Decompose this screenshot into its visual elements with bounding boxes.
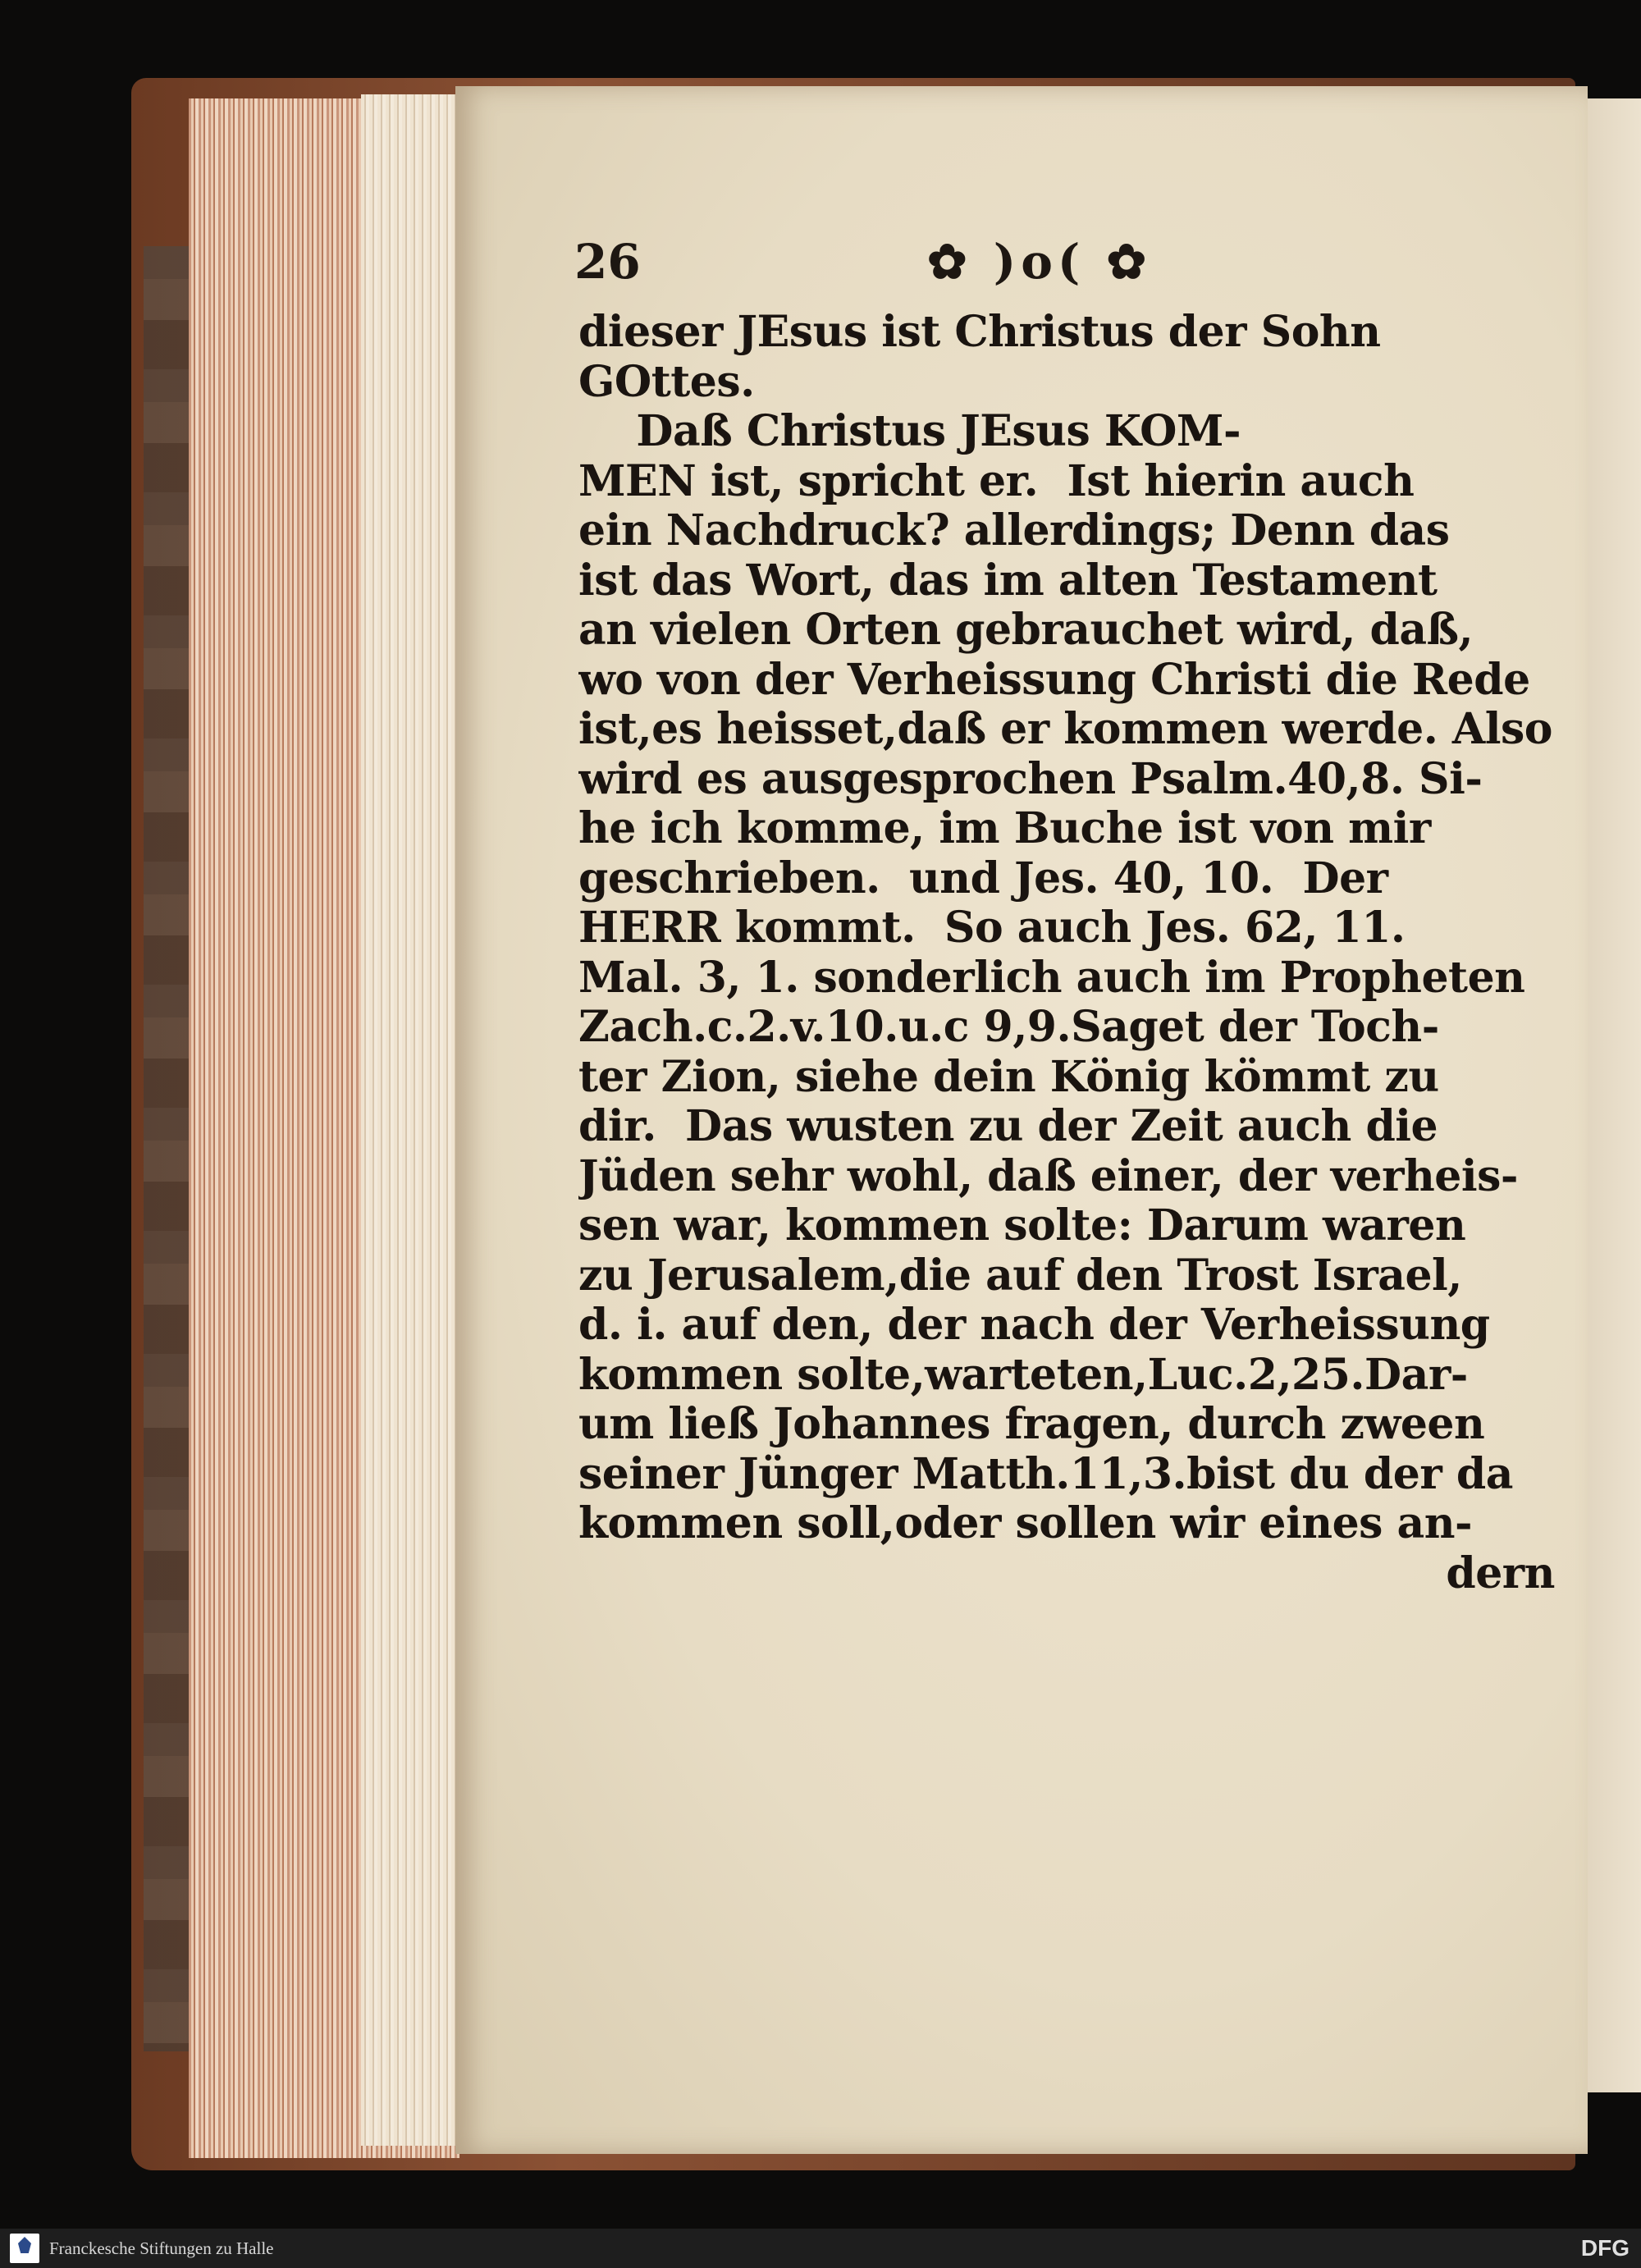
footer-institution[interactable]: Franckesche Stiftungen zu Halle [49, 2238, 274, 2258]
text-line: kommen soll,oder sollen wir eines an- [578, 1499, 1473, 1548]
text-line: geschrieben. und Jes. 40, 10. Der [578, 853, 1388, 903]
footer-bar [0, 2229, 1641, 2268]
text-line: wird es ausgesprochen Psalm.40,8. Si- [578, 754, 1483, 804]
institution-logo-icon [10, 2234, 39, 2263]
page-edges-inner [361, 94, 459, 2146]
page-number: 26 [574, 234, 641, 290]
text-line: dir. Das wusten zu der Zeit auch die [578, 1102, 1438, 1151]
text-line: Jüden sehr wohl, daß einer, der verheis- [578, 1151, 1518, 1201]
funder-logo: DFG [1580, 2235, 1630, 2261]
text-line: ist,es heisset,daß er kommen werde. Also [578, 705, 1552, 754]
text-line: an vielen Orten gebrauchet wird, daß, [578, 606, 1474, 655]
text-line: d. i. auf den, der nach der Verheissung [578, 1301, 1490, 1350]
text-line: um ließ Johannes fragen, durch zween [578, 1400, 1485, 1449]
text-line: wo von der Verheissung Christi die Rede [578, 655, 1530, 705]
text-line: GOttes. [578, 357, 755, 407]
text-line: he ich komme, im Buche ist von mir [578, 804, 1431, 853]
text-line: MEN ist, spricht er. Ist hierin auch [578, 456, 1415, 506]
catchword: dern [1446, 1548, 1555, 1598]
text-line: Daß Christus JEsus KOM- [578, 407, 1241, 456]
text-line: ein Nachdruck? allerdings; Denn das [578, 506, 1450, 556]
header-ornament: ✿ )o( ✿ [927, 234, 1152, 290]
text-line: zu Jerusalem,die auf den Trost Israel, [578, 1251, 1462, 1301]
text-line: sen war, kommen solte: Darum waren [578, 1201, 1466, 1251]
text-line: ter Zion, siehe dein König kömmt zu [578, 1052, 1439, 1102]
page-header [574, 234, 1231, 300]
body-text [578, 308, 1555, 1598]
text-line: dieser JEsus ist Christus der Sohn [578, 308, 1381, 357]
text-line: seiner Jünger Matth.11,3.bist du der da [578, 1449, 1513, 1499]
text-line: kommen solte,warteten,Luc.2,25.Dar- [578, 1350, 1468, 1400]
text-line: Zach.c.2.v.10.u.c 9,9.Saget der Toch- [578, 1003, 1439, 1052]
text-line: ist das Wort, das im alten Testament [578, 556, 1438, 606]
spine-wear [144, 246, 193, 2051]
text-line: HERR kommt. So auch Jes. 62, 11. [578, 903, 1406, 953]
text-line: Mal. 3, 1. sonderlich auch im Propheten [578, 953, 1525, 1003]
